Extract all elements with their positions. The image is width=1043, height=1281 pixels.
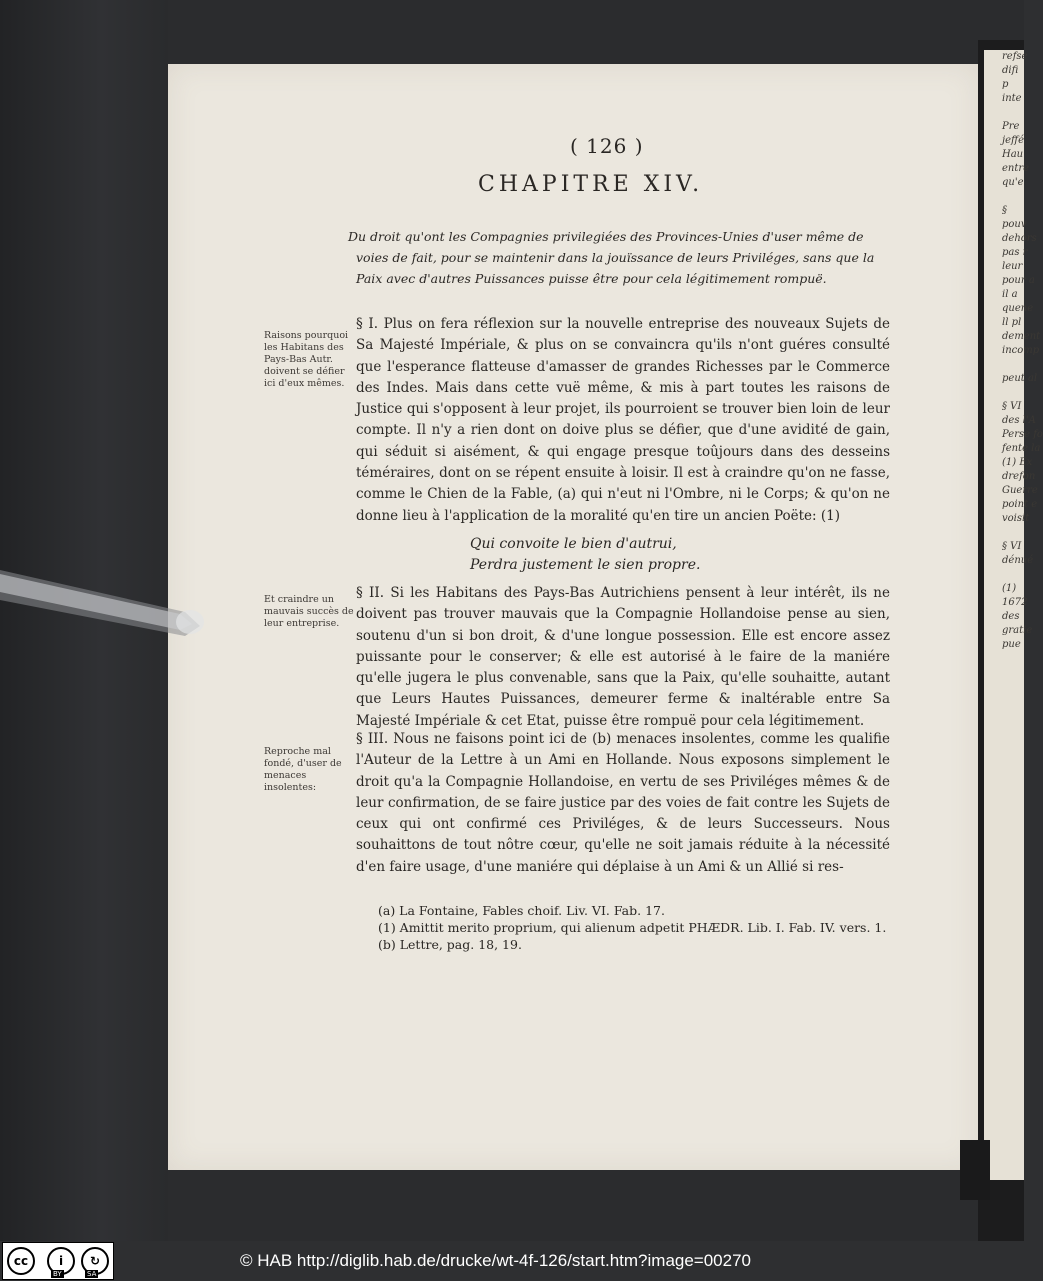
- facing-page-line: fente la: [1002, 443, 1041, 454]
- facing-page-line: drefon: [1002, 471, 1036, 482]
- facing-page-line: qu'e: [1002, 177, 1024, 188]
- verse-line: Perdra justement le sien propre.: [470, 557, 701, 573]
- share-alike-icon: ↻: [81, 1247, 109, 1275]
- facing-page-line: point e: [1002, 499, 1038, 510]
- facing-page-line: [984, 106, 1024, 120]
- margin-note: Reproche mal fondé, d'user de menaces insolentes:: [264, 746, 342, 793]
- facing-page-line: dehors: [1002, 233, 1037, 244]
- facing-page-line: pas r: [1002, 247, 1028, 258]
- facing-page-line: difi: [1002, 65, 1019, 76]
- margin-note: Et craindre un mauvais succès de leur entreprise.: [264, 594, 354, 629]
- license-sa-label: SA: [87, 1270, 97, 1278]
- chapter-subtitle: Du droit qu'ont les Compagnies privilegiées des Provinces-Unies d'user même de voies de fait, pour se maintenir dans la jouïssance de leurs Priviléges, sans que la Paix avec d'autres Puissances puisse être pour cela légitimement rompuë.: [348, 229, 875, 286]
- facing-page-line: incomp: [1002, 345, 1040, 356]
- margin-note: Raisons pourquoi les Habitans des Pays-Bas Autr. doivent se défier ici d'eux mêmes.: [264, 330, 349, 389]
- facing-page-line: dement: [1002, 331, 1041, 342]
- license-by-label: BY: [53, 1270, 62, 1278]
- facing-page-line: pouv: [1002, 219, 1027, 230]
- facing-page-line: Hau: [1002, 149, 1024, 160]
- verse-quote: [470, 534, 700, 576]
- facing-page-line: refse: [1002, 51, 1028, 62]
- facing-page-line: quene: [1002, 303, 1034, 314]
- facing-page-line: p: [1002, 79, 1009, 90]
- facing-page-line: 1672: [1002, 597, 1028, 608]
- footnote: (a) La Fontaine, Fables choif. Liv. VI. Fab. 17.: [378, 903, 665, 918]
- footer-bar: [0, 1241, 1024, 1281]
- cc-icon: cc: [7, 1247, 35, 1275]
- facing-page-line: inte: [1002, 93, 1022, 104]
- paragraph-3: § III. Nous ne faisons point ici de (b) menaces insolentes, comme les qualifie l'Auteur de la Lettre à un Ami en Hollande. Nous exposons simplement le droit qu'a la Compagnie Hollandoise, en vertu de ses Priviléges mêmes & de leur confirmation, de se faire justice par des voies de fait contre les Sujets de ceux qui ont confirmé ces Priviléges, & de leurs Successeurs. Nous souhaittons de tout nôtre cœur, qu'elle ne soit jamais réduite à la nécessité d'en faire usage, d'une maniére qui déplaise à un Ami & un Allié si res-: [356, 731, 890, 875]
- facing-page-line: [984, 526, 1024, 540]
- facing-page-line: peut al: [1002, 373, 1038, 384]
- facing-page-line: pue: [1002, 639, 1021, 650]
- facing-page-line: (1) Ex: [1002, 457, 1033, 468]
- facing-page-line: § VI: [1002, 401, 1022, 412]
- footnote: (b) Lettre, pag. 18, 19.: [378, 937, 522, 952]
- verse-line: Qui convoite le bien d'autrui,: [470, 536, 677, 552]
- facing-page-line: ll pl: [1002, 317, 1022, 328]
- facing-page-line: entre: [1002, 163, 1030, 174]
- facing-page-line: dénué: [1002, 555, 1034, 566]
- facing-page-line: jeffé: [1002, 135, 1025, 146]
- paragraph-1: § I. Plus on fera réflexion sur la nouvelle entreprise des nouveaux Sujets de Sa Majesté Impériale, & plus on se convaincra qu'ils n'ont guéres consulté que l'esperance flatteuse d'amasser de grandes Richesses par le Commerce des Indes. Mais dans cette vuë même, & mis à part toutes les raisons de Justice qui s'opposent à leur projet, ils pourroient se trouver bien loin de leur compte. Il n'y a rien dont on doive plus se défier, que d'une avidité de gain, qui séduit si aisément, & qui engage presque toûjours dans des desseins téméraires, dont on se répent ensuite à loisir. Il est à craindre qu'on ne fasse, comme le Chien de la Fable, (a) qui n'eut ni l'Ombre, ni le Corps; & qu'on ne donne lieu à l'application de la moralité qu'en tire un ancien Poëte: (1): [356, 316, 890, 524]
- facing-page-fragment: [984, 50, 1043, 1180]
- cc-license-badge[interactable]: [2, 1242, 114, 1280]
- facing-page-line: [984, 386, 1024, 400]
- facing-page-line: [984, 358, 1024, 372]
- facing-page-line: § VI: [1002, 541, 1022, 552]
- facing-page-line: gratie: [1002, 625, 1033, 636]
- facing-page-line: Guerre: [1002, 485, 1038, 496]
- paragraph-2: § II. Si les Habitans des Pays-Bas Autrichiens pensent à leur intérêt, ils ne doivent pas trouver mauvais que la Compagnie Hollandoise pense au sien, soutenu d'un si bon droit, & d'une longue possession. Elle est encore assez puissante pour le conserver; & elle est autorisé à le faire de la maniére qu'elle jugera le plus convenable, sans que la Paix, qu'elle souhaitte, autant que Leurs Hautes Puissances, demeurer ferme & inaltérable entre Sa Majesté Impériale & cet Etat, puisse être rompuë pour cela légitimement.: [356, 585, 890, 729]
- facing-page-line: (1): [1002, 583, 1017, 594]
- facing-page-line: Pre: [1002, 121, 1020, 132]
- book-page: [168, 64, 978, 1170]
- source-credit-link[interactable]: © HAB http://diglib.hab.de/drucke/wt-4f-126/start.htm?image=00270: [240, 1251, 752, 1270]
- facing-page-line: Perse fo: [1002, 429, 1043, 440]
- facing-page-line: des: [1002, 611, 1020, 622]
- page-number: ( 126 ): [570, 134, 644, 158]
- facing-page-line: il a: [1002, 289, 1018, 300]
- attribution-icon: i: [47, 1247, 75, 1275]
- facing-page-line: [984, 568, 1024, 582]
- footnotes: [378, 902, 886, 953]
- facing-page-line: [984, 190, 1024, 204]
- facing-page-line: des l'A: [1002, 415, 1036, 426]
- page-corner-shadow: [960, 1140, 990, 1200]
- facing-page-line: §: [1002, 205, 1007, 216]
- facing-page-line: leur: [1002, 261, 1023, 272]
- facing-page-line: pour a: [1002, 275, 1035, 286]
- footnote: (1) Amittit merito proprium, qui alienum adpetit PHÆDR. Lib. I. Fab. IV. vers. 1.: [378, 920, 887, 935]
- facing-page-line: voisit: [1002, 513, 1030, 524]
- chapter-title: CHAPITRE XIV.: [478, 172, 704, 197]
- page-holder-rod: [0, 560, 210, 640]
